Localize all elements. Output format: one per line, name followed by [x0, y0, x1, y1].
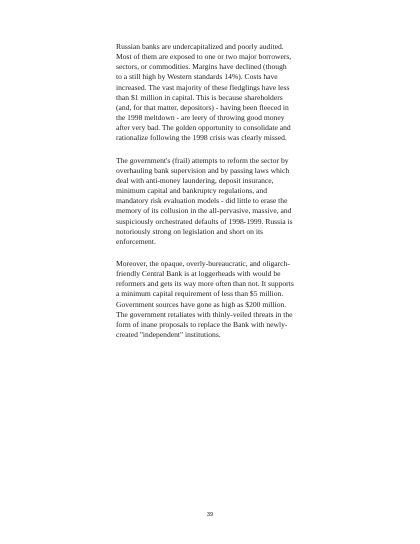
- text-line: Most of them are exposed to one or two major borrowers,: [116, 52, 292, 62]
- text-line: suspiciously orchestrated defaults of 1998-1999. Russia is: [116, 216, 293, 226]
- text-line: The government's (frail) attempts to reform the sector by: [116, 155, 289, 165]
- page-number: 39: [206, 512, 214, 518]
- text-line: mandatory risk evaluation models - did little to erase the: [116, 196, 288, 206]
- text-line: to a still high by Western standards 14%). Costs have: [116, 72, 278, 82]
- text-line: form of inane proposals to replace the Bank with newly-: [116, 319, 288, 329]
- text-line: reformers and gets its way more often than not. It supports: [116, 279, 294, 289]
- body-text: [116, 42, 336, 352]
- text-line: deal with anti-money laundering, deposit insurance,: [116, 175, 274, 185]
- paragraph-banks-undercapitalized: [116, 42, 336, 144]
- text-line: Russian banks are undercapitalized and poorly audited.: [116, 42, 284, 51]
- text-line: notoriously strong on legislation and short on its: [116, 226, 264, 236]
- text-line: a minimum capital requirement of less than $5 million.: [116, 289, 284, 299]
- text-line: than $1 million in capital. This is because shareholders: [116, 92, 283, 102]
- text-line: after very bad. The golden opportunity to consolidate and: [116, 123, 291, 133]
- text-line: overhauling bank supervision and by passing laws which: [116, 165, 290, 175]
- text-line: (and, for that matter, depositors) - having been fleeced in: [116, 102, 289, 112]
- paragraph-government-reform: [116, 156, 336, 247]
- paragraph-central-bank: [116, 259, 336, 340]
- text-line: increased. The vast majority of these fledglings have less: [116, 82, 290, 92]
- text-line: enforcement.: [116, 236, 156, 246]
- text-line: friendly Central Bank is at loggerheads with would be: [116, 269, 281, 279]
- text-line: Moreover, the opaque, overly-bureaucratic, and oligarch-: [116, 258, 290, 268]
- text-line: created "independent" institutions.: [116, 330, 221, 340]
- text-line: The government retaliates with thinly-veiled threats in the: [116, 309, 293, 319]
- text-line: sectors, or commodities. Margins have declined (though: [116, 62, 287, 72]
- text-line: minimum capital and bankruptcy regulations, and: [116, 186, 267, 196]
- text-line: memory of its collusion in the all-pervasive, massive, and: [116, 206, 292, 216]
- text-line: Government sources have gone as high as $200 million.: [116, 299, 287, 309]
- text-line: the 1998 meltdown - are leery of throwing good money: [116, 113, 285, 123]
- text-line: rationalize following the 1998 crisis was clearly missed.: [116, 133, 287, 143]
